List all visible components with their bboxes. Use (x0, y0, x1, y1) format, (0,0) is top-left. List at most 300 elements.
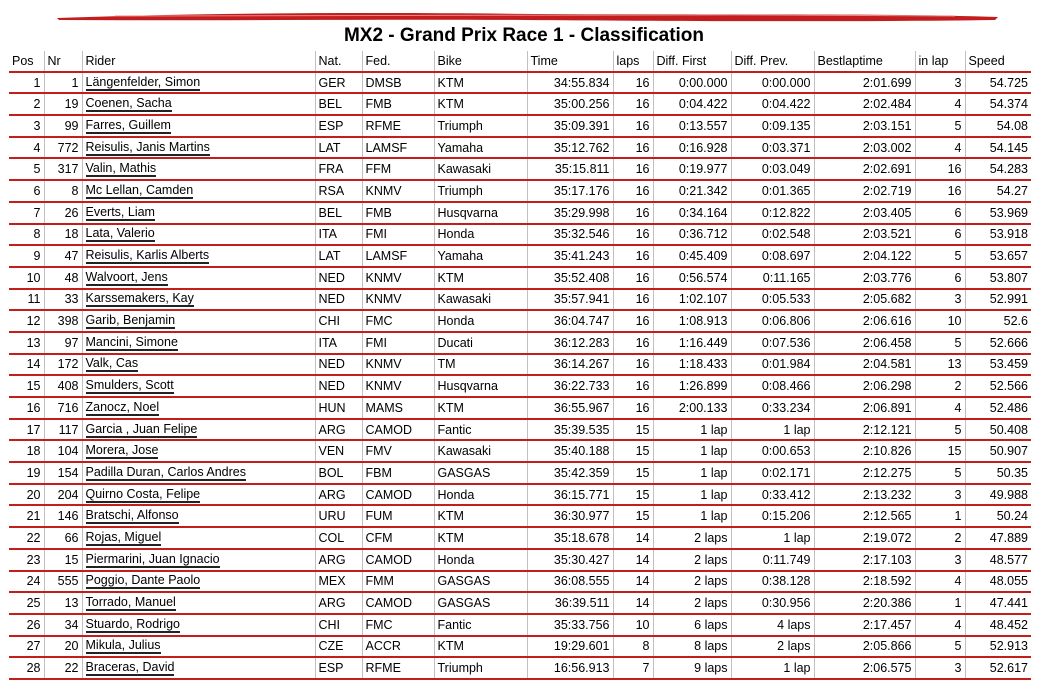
cell-diff-prev: 0:15.206 (731, 505, 814, 527)
cell-diff-first: 0:00.000 (653, 72, 731, 94)
cell-bestlaptime: 2:20.386 (814, 592, 915, 614)
cell-diff-prev: 0:07.536 (731, 332, 814, 354)
cell-diff-prev: 0:00.000 (731, 72, 814, 94)
cell-nat: NED (315, 375, 362, 397)
cell-bike: KTM (434, 636, 527, 658)
cell-bestlaptime: 2:02.691 (814, 158, 915, 180)
cell-in-lap: 6 (915, 224, 965, 246)
cell-nat: ESP (315, 657, 362, 679)
cell-rider[interactable] (82, 397, 315, 419)
col-diff-first: Diff. First (653, 51, 731, 72)
cell-pos: 20 (9, 484, 44, 506)
cell-rider[interactable] (82, 592, 315, 614)
cell-speed: 48.452 (965, 614, 1031, 636)
rider-link[interactable]: Karssemakers, Kay (85, 291, 194, 306)
cell-fed: FMI (362, 332, 434, 354)
cell-laps: 16 (613, 202, 653, 224)
cell-laps: 16 (613, 354, 653, 376)
cell-bestlaptime: 2:03.151 (814, 115, 915, 137)
cell-fed: RFME (362, 657, 434, 679)
cell-rider[interactable] (82, 375, 315, 397)
cell-in-lap: 4 (915, 397, 965, 419)
header-row (9, 51, 1031, 72)
cell-diff-prev: 0:30.956 (731, 592, 814, 614)
rider-link[interactable]: Piermarini, Juan Ignacio (85, 551, 220, 566)
cell-nat: GER (315, 72, 362, 94)
cell-speed: 53.807 (965, 267, 1031, 289)
rider-link[interactable]: Padilla Duran, Carlos Andres (85, 464, 246, 479)
table-row (9, 614, 1031, 636)
cell-fed: KNMV (362, 354, 434, 376)
cell-bike: Triumph (434, 180, 527, 202)
cell-fed: KNMV (362, 180, 434, 202)
rider-link[interactable]: Rojas, Miguel (85, 529, 162, 544)
cell-nat: NED (315, 289, 362, 311)
cell-diff-first: 1:26.899 (653, 375, 731, 397)
cell-rider[interactable] (82, 289, 315, 311)
table-row (9, 484, 1031, 506)
table-row (9, 397, 1031, 419)
cell-bike: Honda (434, 224, 527, 246)
cell-bestlaptime: 2:06.458 (814, 332, 915, 354)
cell-nr: 22 (44, 657, 82, 679)
cell-time: 35:18.678 (527, 527, 613, 549)
cell-laps: 14 (613, 527, 653, 549)
cell-bike: Fantic (434, 419, 527, 441)
cell-diff-prev: 1 lap (731, 657, 814, 679)
cell-rider[interactable] (82, 462, 315, 484)
cell-bestlaptime: 2:12.565 (814, 505, 915, 527)
cell-pos: 28 (9, 657, 44, 679)
cell-in-lap: 13 (915, 354, 965, 376)
col-nr: Nr (44, 51, 82, 72)
cell-fed: FMC (362, 614, 434, 636)
cell-nr: 104 (44, 440, 82, 462)
rider-link[interactable]: Bratschi, Alfonso (85, 508, 179, 523)
cell-time: 35:12.762 (527, 137, 613, 159)
cell-bestlaptime: 2:10.826 (814, 440, 915, 462)
cell-diff-prev: 0:06.806 (731, 310, 814, 332)
cell-nat: VEN (315, 440, 362, 462)
cell-time: 36:04.747 (527, 310, 613, 332)
cell-bestlaptime: 2:02.719 (814, 180, 915, 202)
cell-rider[interactable] (82, 354, 315, 376)
cell-fed: KNMV (362, 289, 434, 311)
rider-link[interactable]: Poggio, Dante Paolo (85, 573, 201, 588)
cell-fed: ACCR (362, 636, 434, 658)
col-fed: Fed. (362, 51, 434, 72)
cell-time: 36:22.733 (527, 375, 613, 397)
cell-time: 35:32.546 (527, 224, 613, 246)
cell-laps: 16 (613, 397, 653, 419)
cell-time: 35:33.756 (527, 614, 613, 636)
rider-link[interactable]: Reisulis, Janis Martins (85, 139, 210, 154)
cell-laps: 16 (613, 180, 653, 202)
cell-fed: CFM (362, 527, 434, 549)
cell-diff-prev: 0:11.165 (731, 267, 814, 289)
cell-nr: 97 (44, 332, 82, 354)
cell-nat: NED (315, 354, 362, 376)
cell-rider[interactable] (82, 549, 315, 571)
cell-in-lap: 6 (915, 202, 965, 224)
cell-in-lap: 2 (915, 527, 965, 549)
cell-bike: KTM (434, 397, 527, 419)
cell-rider[interactable] (82, 224, 315, 246)
rider-link[interactable]: Smulders, Scott (85, 378, 174, 393)
cell-diff-prev: 0:03.371 (731, 137, 814, 159)
cell-time: 35:40.188 (527, 440, 613, 462)
cell-in-lap: 5 (915, 245, 965, 267)
cell-in-lap: 3 (915, 72, 965, 94)
page-title: MX2 - Grand Prix Race 1 - Classification (343, 25, 705, 46)
rider-link[interactable]: Zanocz, Noel (85, 399, 160, 414)
cell-bestlaptime: 2:17.457 (814, 614, 915, 636)
cell-speed: 52.666 (965, 332, 1031, 354)
cell-bestlaptime: 2:03.002 (814, 137, 915, 159)
cell-nr: 555 (44, 571, 82, 593)
cell-rider[interactable] (82, 614, 315, 636)
cell-fed: KNMV (362, 375, 434, 397)
col-nat: Nat. (315, 51, 362, 72)
cell-rider[interactable] (82, 72, 315, 94)
table-row (9, 505, 1031, 527)
cell-bike: Triumph (434, 657, 527, 679)
rider-link[interactable]: Everts, Liam (85, 204, 155, 219)
cell-nr: 1 (44, 72, 82, 94)
cell-speed: 48.055 (965, 571, 1031, 593)
cell-bike: KTM (434, 267, 527, 289)
table-row (9, 289, 1031, 311)
cell-in-lap: 4 (915, 614, 965, 636)
cell-bike: Ducati (434, 332, 527, 354)
cell-bestlaptime: 2:06.616 (814, 310, 915, 332)
cell-diff-prev: 0:33.412 (731, 484, 814, 506)
cell-rider[interactable] (82, 115, 315, 137)
cell-nat: CZE (315, 636, 362, 658)
cell-speed: 54.08 (965, 115, 1031, 137)
rider-link[interactable]: Valin, Mathis (85, 161, 157, 176)
cell-nr: 317 (44, 158, 82, 180)
cell-diff-prev: 0:00.653 (731, 440, 814, 462)
cell-diff-prev: 2 laps (731, 636, 814, 658)
cell-speed: 53.969 (965, 202, 1031, 224)
cell-diff-prev: 0:08.466 (731, 375, 814, 397)
cell-diff-first: 0:16.928 (653, 137, 731, 159)
cell-rider[interactable] (82, 657, 315, 679)
rider-link[interactable]: Garcia , Juan Felipe (85, 421, 198, 436)
rider-link[interactable]: Quirno Costa, Felipe (85, 486, 201, 501)
cell-fed: FFM (362, 158, 434, 180)
rider-link[interactable]: Stuardo, Rodrigo (85, 616, 181, 631)
table-row (9, 332, 1031, 354)
cell-diff-first: 2 laps (653, 592, 731, 614)
cell-rider[interactable] (82, 310, 315, 332)
cell-rider[interactable] (82, 158, 315, 180)
cell-fed: FMI (362, 224, 434, 246)
cell-speed: 48.577 (965, 549, 1031, 571)
cell-in-lap: 3 (915, 484, 965, 506)
cell-pos: 22 (9, 527, 44, 549)
cell-diff-first: 0:34.164 (653, 202, 731, 224)
cell-bike: KTM (434, 72, 527, 94)
cell-pos: 25 (9, 592, 44, 614)
cell-speed: 53.459 (965, 354, 1031, 376)
rider-link[interactable]: Mikula, Julius (85, 638, 161, 653)
cell-pos: 16 (9, 397, 44, 419)
cell-speed: 47.441 (965, 592, 1031, 614)
cell-bike: Kawasaki (434, 158, 527, 180)
cell-bestlaptime: 2:02.484 (814, 93, 915, 115)
table-row (9, 592, 1031, 614)
cell-bike: Husqvarna (434, 375, 527, 397)
cell-speed: 50.24 (965, 505, 1031, 527)
cell-laps: 16 (613, 267, 653, 289)
rider-link[interactable]: Mancini, Simone (85, 334, 178, 349)
cell-fed: CAMOD (362, 592, 434, 614)
cell-bike: Kawasaki (434, 440, 527, 462)
cell-speed: 47.889 (965, 527, 1031, 549)
cell-bestlaptime: 2:04.581 (814, 354, 915, 376)
rider-link[interactable]: Morera, Jose (85, 443, 159, 458)
cell-rider[interactable] (82, 484, 315, 506)
cell-rider[interactable] (82, 202, 315, 224)
cell-fed: FBM (362, 462, 434, 484)
cell-nr: 26 (44, 202, 82, 224)
cell-fed: LAMSF (362, 137, 434, 159)
table-row (9, 549, 1031, 571)
cell-speed: 54.145 (965, 137, 1031, 159)
cell-nat: MEX (315, 571, 362, 593)
cell-nr: 408 (44, 375, 82, 397)
cell-diff-prev: 0:03.049 (731, 158, 814, 180)
cell-in-lap: 5 (915, 636, 965, 658)
cell-diff-prev: 0:01.365 (731, 180, 814, 202)
cell-diff-first: 1 lap (653, 440, 731, 462)
cell-fed: FMM (362, 571, 434, 593)
cell-pos: 13 (9, 332, 44, 354)
cell-speed: 54.283 (965, 158, 1031, 180)
cell-nr: 117 (44, 419, 82, 441)
cell-bestlaptime: 2:04.122 (814, 245, 915, 267)
cell-time: 35:09.391 (527, 115, 613, 137)
cell-pos: 7 (9, 202, 44, 224)
cell-nr: 18 (44, 224, 82, 246)
cell-speed: 52.617 (965, 657, 1031, 679)
cell-rider[interactable] (82, 527, 315, 549)
table-row (9, 462, 1031, 484)
cell-diff-prev: 1 lap (731, 527, 814, 549)
cell-bike: KTM (434, 93, 527, 115)
cell-speed: 49.988 (965, 484, 1031, 506)
table-row (9, 310, 1031, 332)
cell-bestlaptime: 2:06.298 (814, 375, 915, 397)
cell-pos: 21 (9, 505, 44, 527)
cell-bike: KTM (434, 527, 527, 549)
cell-bestlaptime: 2:13.232 (814, 484, 915, 506)
cell-bestlaptime: 2:12.275 (814, 462, 915, 484)
cell-in-lap: 5 (915, 115, 965, 137)
cell-time: 36:15.771 (527, 484, 613, 506)
cell-diff-prev: 0:12.822 (731, 202, 814, 224)
cell-rider[interactable] (82, 137, 315, 159)
cell-bestlaptime: 2:18.592 (814, 571, 915, 593)
cell-nat: ITA (315, 224, 362, 246)
cell-laps: 14 (613, 571, 653, 593)
cell-fed: LAMSF (362, 245, 434, 267)
cell-bike: GASGAS (434, 571, 527, 593)
cell-diff-first: 6 laps (653, 614, 731, 636)
cell-time: 35:41.243 (527, 245, 613, 267)
cell-diff-first: 0:45.409 (653, 245, 731, 267)
cell-bike: GASGAS (434, 592, 527, 614)
table-row (9, 72, 1031, 94)
cell-rider[interactable] (82, 93, 315, 115)
cell-nr: 716 (44, 397, 82, 419)
cell-diff-prev: 0:04.422 (731, 93, 814, 115)
cell-fed: FMC (362, 310, 434, 332)
table-row (9, 354, 1031, 376)
cell-nr: 772 (44, 137, 82, 159)
cell-diff-prev: 4 laps (731, 614, 814, 636)
table-row (9, 440, 1031, 462)
cell-bestlaptime: 2:06.575 (814, 657, 915, 679)
table-row (9, 137, 1031, 159)
cell-diff-first: 0:36.712 (653, 224, 731, 246)
cell-speed: 54.27 (965, 180, 1031, 202)
cell-in-lap: 16 (915, 158, 965, 180)
rider-link[interactable]: Torrado, Manuel (85, 595, 176, 610)
col-in-lap: in lap (915, 51, 965, 72)
cell-diff-first: 1:08.913 (653, 310, 731, 332)
col-bestlaptime: Bestlaptime (814, 51, 915, 72)
table-row (9, 202, 1031, 224)
cell-time: 35:39.535 (527, 419, 613, 441)
cell-nat: COL (315, 527, 362, 549)
cell-nat: FRA (315, 158, 362, 180)
cell-diff-first: 0:21.342 (653, 180, 731, 202)
cell-in-lap: 5 (915, 419, 965, 441)
col-time: Time (527, 51, 613, 72)
cell-speed: 53.657 (965, 245, 1031, 267)
cell-diff-prev: 1 lap (731, 419, 814, 441)
cell-nr: 99 (44, 115, 82, 137)
cell-laps: 14 (613, 549, 653, 571)
cell-nat: ARG (315, 592, 362, 614)
cell-rider[interactable] (82, 180, 315, 202)
rider-link[interactable]: Mc Lellan, Camden (85, 182, 194, 197)
cell-nat: ITA (315, 332, 362, 354)
cell-bike: KTM (434, 505, 527, 527)
cell-bike: GASGAS (434, 462, 527, 484)
cell-rider[interactable] (82, 571, 315, 593)
rider-link[interactable]: Walvoort, Jens (85, 269, 168, 284)
cell-diff-first: 1 lap (653, 505, 731, 527)
cell-pos: 11 (9, 289, 44, 311)
cell-pos: 19 (9, 462, 44, 484)
rider-link[interactable]: Garib, Benjamin (85, 313, 176, 328)
cell-bestlaptime: 2:01.699 (814, 72, 915, 94)
cell-time: 35:52.408 (527, 267, 613, 289)
cell-pos: 27 (9, 636, 44, 658)
table-row (9, 115, 1031, 137)
rider-link[interactable]: Reisulis, Karlis Alberts (85, 248, 210, 263)
cell-diff-first: 1:18.433 (653, 354, 731, 376)
cell-rider[interactable] (82, 419, 315, 441)
col-laps: laps (613, 51, 653, 72)
cell-pos: 2 (9, 93, 44, 115)
cell-in-lap: 4 (915, 571, 965, 593)
cell-rider[interactable] (82, 505, 315, 527)
rider-link[interactable]: Coenen, Sacha (85, 96, 172, 111)
cell-laps: 16 (613, 332, 653, 354)
cell-nr: 33 (44, 289, 82, 311)
col-diff-prev: Diff. Prev. (731, 51, 814, 72)
cell-time: 36:08.555 (527, 571, 613, 593)
cell-laps: 16 (613, 137, 653, 159)
cell-nat: ARG (315, 549, 362, 571)
cell-laps: 16 (613, 224, 653, 246)
rider-link[interactable]: Farres, Guillem (85, 117, 171, 132)
cell-rider[interactable] (82, 245, 315, 267)
cell-bike: Yamaha (434, 245, 527, 267)
cell-nat: ESP (315, 115, 362, 137)
cell-time: 36:14.267 (527, 354, 613, 376)
cell-rider[interactable] (82, 636, 315, 658)
table-row (9, 158, 1031, 180)
cell-fed: KNMV (362, 267, 434, 289)
cell-diff-first: 2 laps (653, 527, 731, 549)
cell-diff-first: 1 lap (653, 484, 731, 506)
cell-bestlaptime: 2:19.072 (814, 527, 915, 549)
cell-pos: 4 (9, 137, 44, 159)
cell-nr: 13 (44, 592, 82, 614)
col-bike: Bike (434, 51, 527, 72)
cell-bestlaptime: 2:12.121 (814, 419, 915, 441)
rider-link[interactable]: Valk, Cas (85, 356, 139, 371)
cell-diff-first: 0:56.574 (653, 267, 731, 289)
cell-pos: 1 (9, 72, 44, 94)
cell-nr: 154 (44, 462, 82, 484)
cell-rider[interactable] (82, 267, 315, 289)
rider-link[interactable]: Braceras, David (85, 660, 175, 675)
cell-pos: 15 (9, 375, 44, 397)
cell-diff-prev: 0:33.234 (731, 397, 814, 419)
cell-bestlaptime: 2:17.103 (814, 549, 915, 571)
cell-laps: 10 (613, 614, 653, 636)
cell-time: 34:55.834 (527, 72, 613, 94)
cell-speed: 52.913 (965, 636, 1031, 658)
cell-rider[interactable] (82, 332, 315, 354)
rider-link[interactable]: Längenfelder, Simon (85, 74, 201, 89)
cell-rider[interactable] (82, 440, 315, 462)
cell-nr: 47 (44, 245, 82, 267)
cell-pos: 17 (9, 419, 44, 441)
col-speed: Speed (965, 51, 1031, 72)
cell-bestlaptime: 2:06.891 (814, 397, 915, 419)
cell-speed: 52.991 (965, 289, 1031, 311)
cell-speed: 54.374 (965, 93, 1031, 115)
cell-speed: 50.907 (965, 440, 1031, 462)
cell-fed: FMB (362, 93, 434, 115)
cell-pos: 5 (9, 158, 44, 180)
cell-laps: 16 (613, 289, 653, 311)
cell-fed: RFME (362, 115, 434, 137)
rider-link[interactable]: Lata, Valerio (85, 226, 155, 241)
table-row (9, 636, 1031, 658)
cell-nr: 48 (44, 267, 82, 289)
cell-diff-first: 2:00.133 (653, 397, 731, 419)
cell-diff-prev: 0:02.548 (731, 224, 814, 246)
